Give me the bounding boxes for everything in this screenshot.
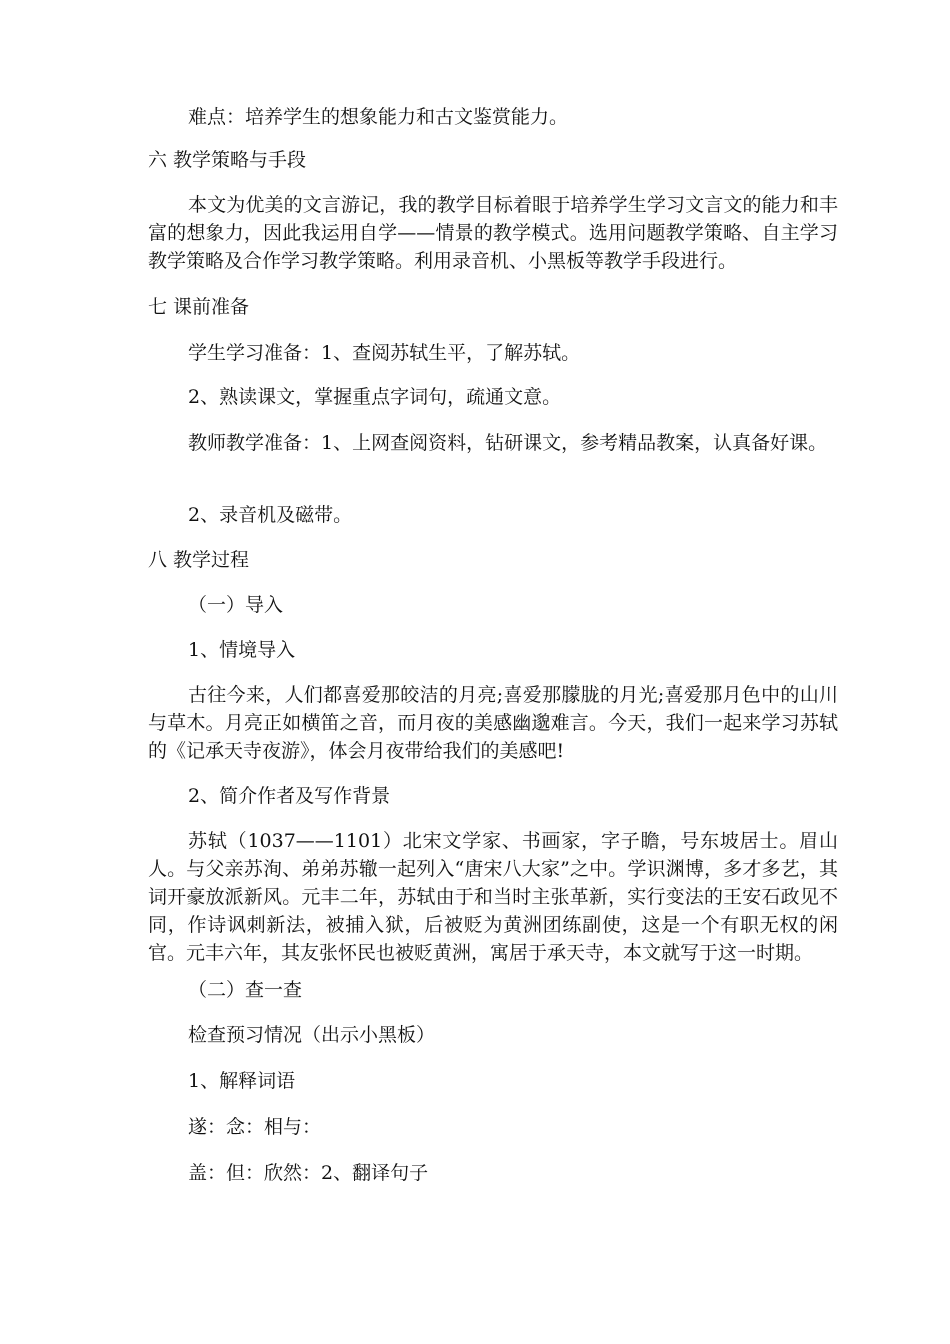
student-prep-line-1: 学生学习准备：1、查阅苏轼生平，了解苏轼。 xyxy=(188,342,581,364)
subsection-intro: （一）导入 xyxy=(188,594,284,616)
author-paragraph: 苏轼（1037——1101）北宋文学家、书画家，字子瞻，号东坡居士。眉山人。与父亲苏洵、弟弟苏辙一起列入“唐宋八大家”之中。学识渊博，多才多艺，其词开豪放派新风。元丰二年，苏轼由于和当时主张革新，实行变法的王安石政见不同，作诗讽刺新法，被捕入狱，后被贬为黄洲团练副使，这是一个有职无权的闲官。元丰六年，其友张怀民也被贬黄洲，寓居于承天寺，本文就写于这一时期。 xyxy=(148,830,838,964)
section-heading-7: 七 课前准备 xyxy=(148,296,250,318)
difficulty-line: 难点：培养学生的想象能力和古文鉴赏能力。 xyxy=(188,106,569,128)
words-line-2: 盖：但：欣然：2、翻译句子 xyxy=(188,1162,429,1184)
intro-paragraph: 古往今来，人们都喜爱那皎洁的月亮;喜爱那朦胧的月光;喜爱那月色中的山川与草木。月亮正如横笛之音，而月夜的美感幽邈难言。今天，我们一起来学习苏轼的《记承天寺夜游》，体会月夜带给我们的美感吧! xyxy=(148,684,838,762)
words-line-1: 遂：念：相与： xyxy=(188,1116,322,1138)
teacher-prep-line-2: 2、录音机及磁带。 xyxy=(188,504,353,526)
strategy-paragraph: 本文为优美的文言游记，我的教学目标着眼于培养学生学习文言文的能力和丰富的想象力，因此我运用自学——情景的教学模式。选用问题教学策略、自主学习教学策略及合作学习教学策略。利用录音机、小黑板等教学手段进行。 xyxy=(148,194,838,272)
section-heading-6: 六 教学策略与手段 xyxy=(148,149,307,171)
check-line: 检查预习情况（出示小黑板） xyxy=(188,1024,436,1046)
student-prep-line-2: 2、熟读课文，掌握重点字词句，疏通文意。 xyxy=(188,386,562,408)
subsection-intro-1: 1、情境导入 xyxy=(188,639,296,661)
subsection-check: （二）查一查 xyxy=(188,979,303,1001)
teacher-prep-paragraph: 教师教学准备：1、上网查阅资料，钻研课文，参考精品教案，认真备好课。 xyxy=(188,432,828,454)
words-heading: 1、解释词语 xyxy=(188,1070,296,1092)
subsection-intro-2: 2、简介作者及写作背景 xyxy=(188,785,391,807)
section-heading-8: 八 教学过程 xyxy=(148,549,250,571)
